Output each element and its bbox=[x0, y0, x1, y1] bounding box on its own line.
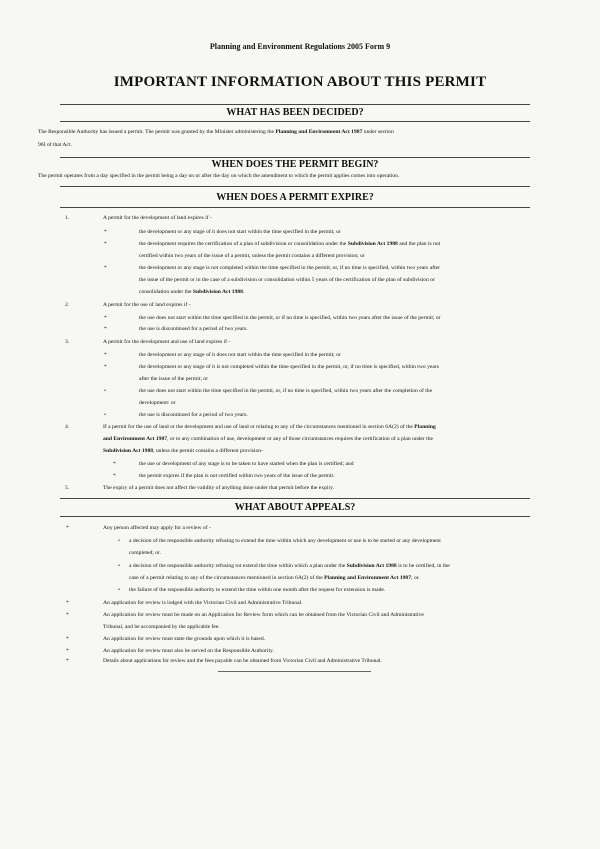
expire-item-3-bullet-2-cont: after the issue of the permit; or bbox=[139, 376, 208, 382]
begin-text: The permit operates from a day specified in the permit being a day on or after the day on which the amendment to which the permit applies comes into operation. bbox=[38, 173, 400, 179]
decided-text-line-1: The Responsible Authority has issued a permit. The permit was granted by the Minister administering the Planning and Environment Act 1987 under section bbox=[38, 129, 394, 135]
appeals-item-3-cont: Tribunal, and be accompanied by the applicable fee. bbox=[103, 624, 220, 630]
section-heading-appeals: WHAT ABOUT APPEALS? bbox=[234, 502, 356, 513]
dot-bullet: • bbox=[118, 538, 120, 544]
expire-item-3-bullet-3: the use does not start within the time specified in the permit, or, if no time is specified, within two years after the completion of the bbox=[139, 388, 433, 394]
expire-item-1-bullet-3-cont: the issue of the permit or in the case of a subdivision or consolidation within 5 years of the certification of the plan of subdivision or bbox=[139, 277, 435, 283]
closing-divider bbox=[218, 671, 371, 672]
section-heading-decided: WHAT HAS BEEN DECIDED? bbox=[226, 107, 364, 118]
appeals-item-3: An application for review must be made on an Application for Review form which can be obtained from the Victorian Civil and Administrative bbox=[103, 612, 424, 618]
divider bbox=[60, 186, 530, 187]
expire-item-4: If a permit for the use of land or the development and use of land or relating to any of the circumstances mentioned in section 6A(2) of the Planning bbox=[103, 424, 436, 430]
item-number: 1. bbox=[65, 215, 70, 221]
expire-item-4-bullet-2: the permit expires if the plan is not certified within two years of the issue of the permit. bbox=[139, 473, 335, 479]
asterisk-bullet: * bbox=[113, 461, 116, 467]
appeals-item-1-bullet-1: a decision of the responsible authority refusing to extend the time within which any development or use is to be started or any development bbox=[129, 538, 441, 544]
expire-item-2-bullet-1: the use does not start within the time specified in the permit, or if no time is specified, within two years after the issue of the permit; or bbox=[139, 315, 441, 321]
dot-bullet: • bbox=[104, 412, 106, 418]
item-number: 4. bbox=[65, 424, 70, 430]
appeals-item-4: An application for review must state the grounds upon which it is based. bbox=[103, 636, 266, 642]
asterisk-bullet: * bbox=[104, 241, 107, 247]
expire-item-1-bullet-3-cont: consolidation under the Subdivision Act 1988. bbox=[139, 289, 245, 295]
asterisk-bullet: * bbox=[66, 525, 69, 531]
expire-item-1-bullet-2: the development requires the certification of a plan of subdivision or consolidation under the Subdivision Act 1988 and the plan is not bbox=[139, 241, 441, 247]
asterisk-bullet: * bbox=[104, 229, 107, 235]
appeals-item-1-bullet-2: a decision of the responsible authority refusing tot extend the time within which a plan under the Subdivision Act 1988 is to be certified, in the bbox=[129, 563, 450, 569]
asterisk-bullet: * bbox=[66, 636, 69, 642]
form-regulation-label: Planning and Environment Regulations 2005 Form 9 bbox=[209, 42, 391, 51]
divider bbox=[60, 157, 530, 158]
divider bbox=[60, 121, 530, 122]
dot-bullet: • bbox=[104, 388, 106, 394]
asterisk-bullet: * bbox=[104, 352, 107, 358]
item-number: 3. bbox=[65, 339, 70, 345]
expire-item-1-bullet-1: the development or any stage of it does not start within the time specified in the permit; or bbox=[139, 229, 341, 235]
item-number: 2. bbox=[65, 302, 70, 308]
expire-item-2-bullet-2: the use is discontinued for a period of two years. bbox=[139, 326, 248, 332]
asterisk-bullet: * bbox=[104, 326, 107, 332]
divider bbox=[60, 104, 530, 105]
expire-item-3-bullet-3-cont: development: or bbox=[139, 400, 176, 406]
appeals-item-1-bullet-2-cont: case of a permit relating to any of the circumstances mentioned in section 6A(2) of the Planning and Environment Act 1987; or. bbox=[129, 575, 420, 581]
section-heading-expire: WHEN DOES A PERMIT EXPIRE? bbox=[216, 192, 374, 203]
dot-bullet: • bbox=[118, 563, 120, 569]
asterisk-bullet: * bbox=[104, 265, 107, 271]
expire-item-1-bullet-3: the development or any stage is not completed within the time specified in the permit, or, if no time is specified, within two years after bbox=[139, 265, 440, 271]
appeals-item-1-bullet-3: the failure of the responsible authority to extend the time within one month after the request for extension is made. bbox=[129, 587, 386, 593]
asterisk-bullet: * bbox=[66, 648, 69, 654]
item-number: 5. bbox=[65, 485, 70, 491]
appeals-item-6: Details about applications for review and the fees payable can be obtained from Victorian Civil and Administrative Tribunal. bbox=[103, 658, 382, 664]
expire-item-3-bullet-4: the use is discontinued for a period of two years. bbox=[139, 412, 248, 418]
divider bbox=[60, 516, 530, 517]
appeals-item-5: An application for review must also be served on the Responsible Authority. bbox=[103, 648, 274, 654]
asterisk-bullet: * bbox=[66, 612, 69, 618]
page-title: IMPORTANT INFORMATION ABOUT THIS PERMIT bbox=[113, 74, 487, 90]
appeals-item-1-bullet-1-cont: completed; or. bbox=[129, 550, 161, 556]
expire-item-4-bullet-1: the use or development of any stage is to be taken to have started when the plan is certified; and bbox=[139, 461, 354, 467]
expire-item-3: A permit for the development and use of land expires if - bbox=[103, 339, 231, 345]
divider bbox=[60, 498, 530, 499]
expire-item-3-bullet-1: the development or any stage of it does not start within the time specified in the permit; or bbox=[139, 352, 341, 358]
expire-item-5: The expiry of a permit does not affect the validity of anything done under that permit before the expiry. bbox=[103, 485, 335, 491]
appeals-item-1: Any person affected may apply for a review of - bbox=[103, 525, 211, 531]
asterisk-bullet: * bbox=[66, 600, 69, 606]
expire-item-4-cont: Subdivision Act 1988, unless the permit contains a different provision- bbox=[103, 448, 263, 454]
dot-bullet: • bbox=[118, 587, 120, 593]
expire-item-2: A permit for the use of land expires if - bbox=[103, 302, 191, 308]
decided-text-line-2: 96I of that Act. bbox=[38, 142, 72, 148]
expire-item-4-cont: and Environment Act 1987, or to any combination of use, development or any of those circumstances requires the certification of a plan under the bbox=[103, 436, 434, 442]
expire-item-3-bullet-2: the development or any stage of it is not completed within the time specified in the permit, or, if no time is specified, within two years bbox=[139, 364, 439, 370]
expire-item-1-bullet-2-cont: certified within two years of the issue of a permit, unless the permit contains a different provision; or bbox=[139, 253, 365, 259]
asterisk-bullet: * bbox=[113, 473, 116, 479]
section-heading-begin: WHEN DOES THE PERMIT BEGIN? bbox=[211, 159, 379, 170]
expire-item-1: A permit for the development of land expires if - bbox=[103, 215, 212, 221]
asterisk-bullet: * bbox=[104, 364, 107, 370]
divider bbox=[60, 207, 530, 208]
asterisk-bullet: * bbox=[104, 315, 107, 321]
appeals-item-2: An application for review is lodged with the Victorian Civil and Administrative Tribunal. bbox=[103, 600, 303, 606]
asterisk-bullet: * bbox=[66, 658, 69, 664]
